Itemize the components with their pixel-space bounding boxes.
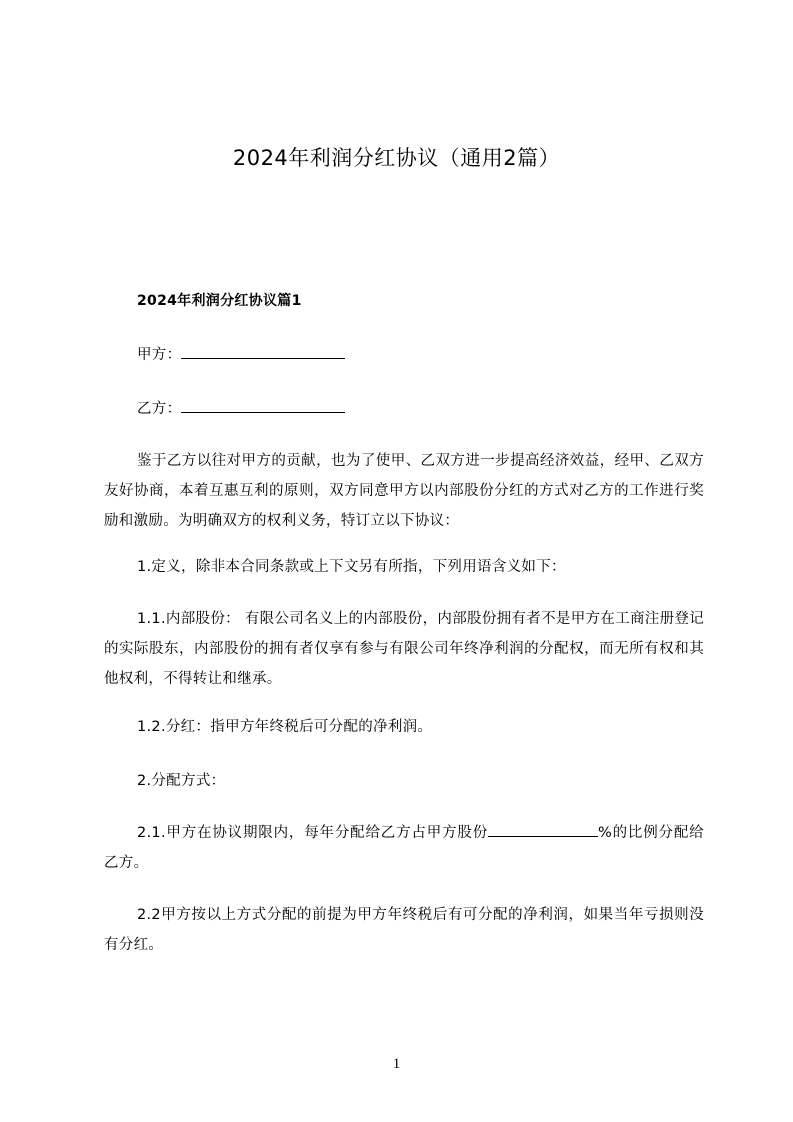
party-a-line: [137, 340, 345, 370]
party-b-label: 乙方：: [137, 401, 182, 417]
distribution-method-heading: 2.分配方式：: [137, 773, 226, 789]
document-title: 2024年利润分红协议（通用2篇）: [232, 146, 561, 170]
dividend-paragraph: 1.2.分红：指甲方年终税后可分配的净利润。: [137, 719, 433, 735]
definition-paragraph: 1.定义，除非本合同条款或上下文另有所指，下列用语含义如下：: [137, 559, 566, 575]
distribution-ratio-blank: [488, 822, 598, 837]
distribution-ratio-suffix: %的比例分配给乙方。: [104, 825, 704, 871]
distribution-ratio-paragraph: [104, 818, 704, 878]
page-number: 1: [392, 1056, 401, 1072]
distribution-ratio-prefix: 2.1.甲方在协议期限内，每年分配给乙方占甲方股份: [137, 825, 489, 841]
precondition-paragraph: 2.2甲方按以上方式分配的前提为甲方年终税后有可分配的净利润，如果当年亏损则没有分红。: [104, 907, 704, 953]
intro-paragraph: 鉴于乙方以往对甲方的贡献，也为了使甲、乙双方进一步提高经济效益，经甲、乙双方友好协商，本着互惠互利的原则，双方同意甲方以内部股份分红的方式对乙方的工作进行奖励和激励。为明确双方的权利义务，特订立以下协议：: [104, 453, 704, 529]
party-a-blank: [181, 342, 345, 359]
party-a-label: 甲方：: [137, 347, 182, 363]
internal-shares-paragraph: 1.1.内部股份： 有限公司名义上的内部股份，内部股份拥有者不是甲方在工商注册登记的实际股东，内部股份的拥有者仅享有参与有限公司年终净利润的分配权，而无所有权和其他权利，不得转让和继承。: [104, 611, 704, 687]
section-heading: 2024年利润分红协议篇1: [137, 293, 302, 309]
party-b-blank: [181, 396, 345, 413]
party-b-line: [137, 394, 345, 424]
